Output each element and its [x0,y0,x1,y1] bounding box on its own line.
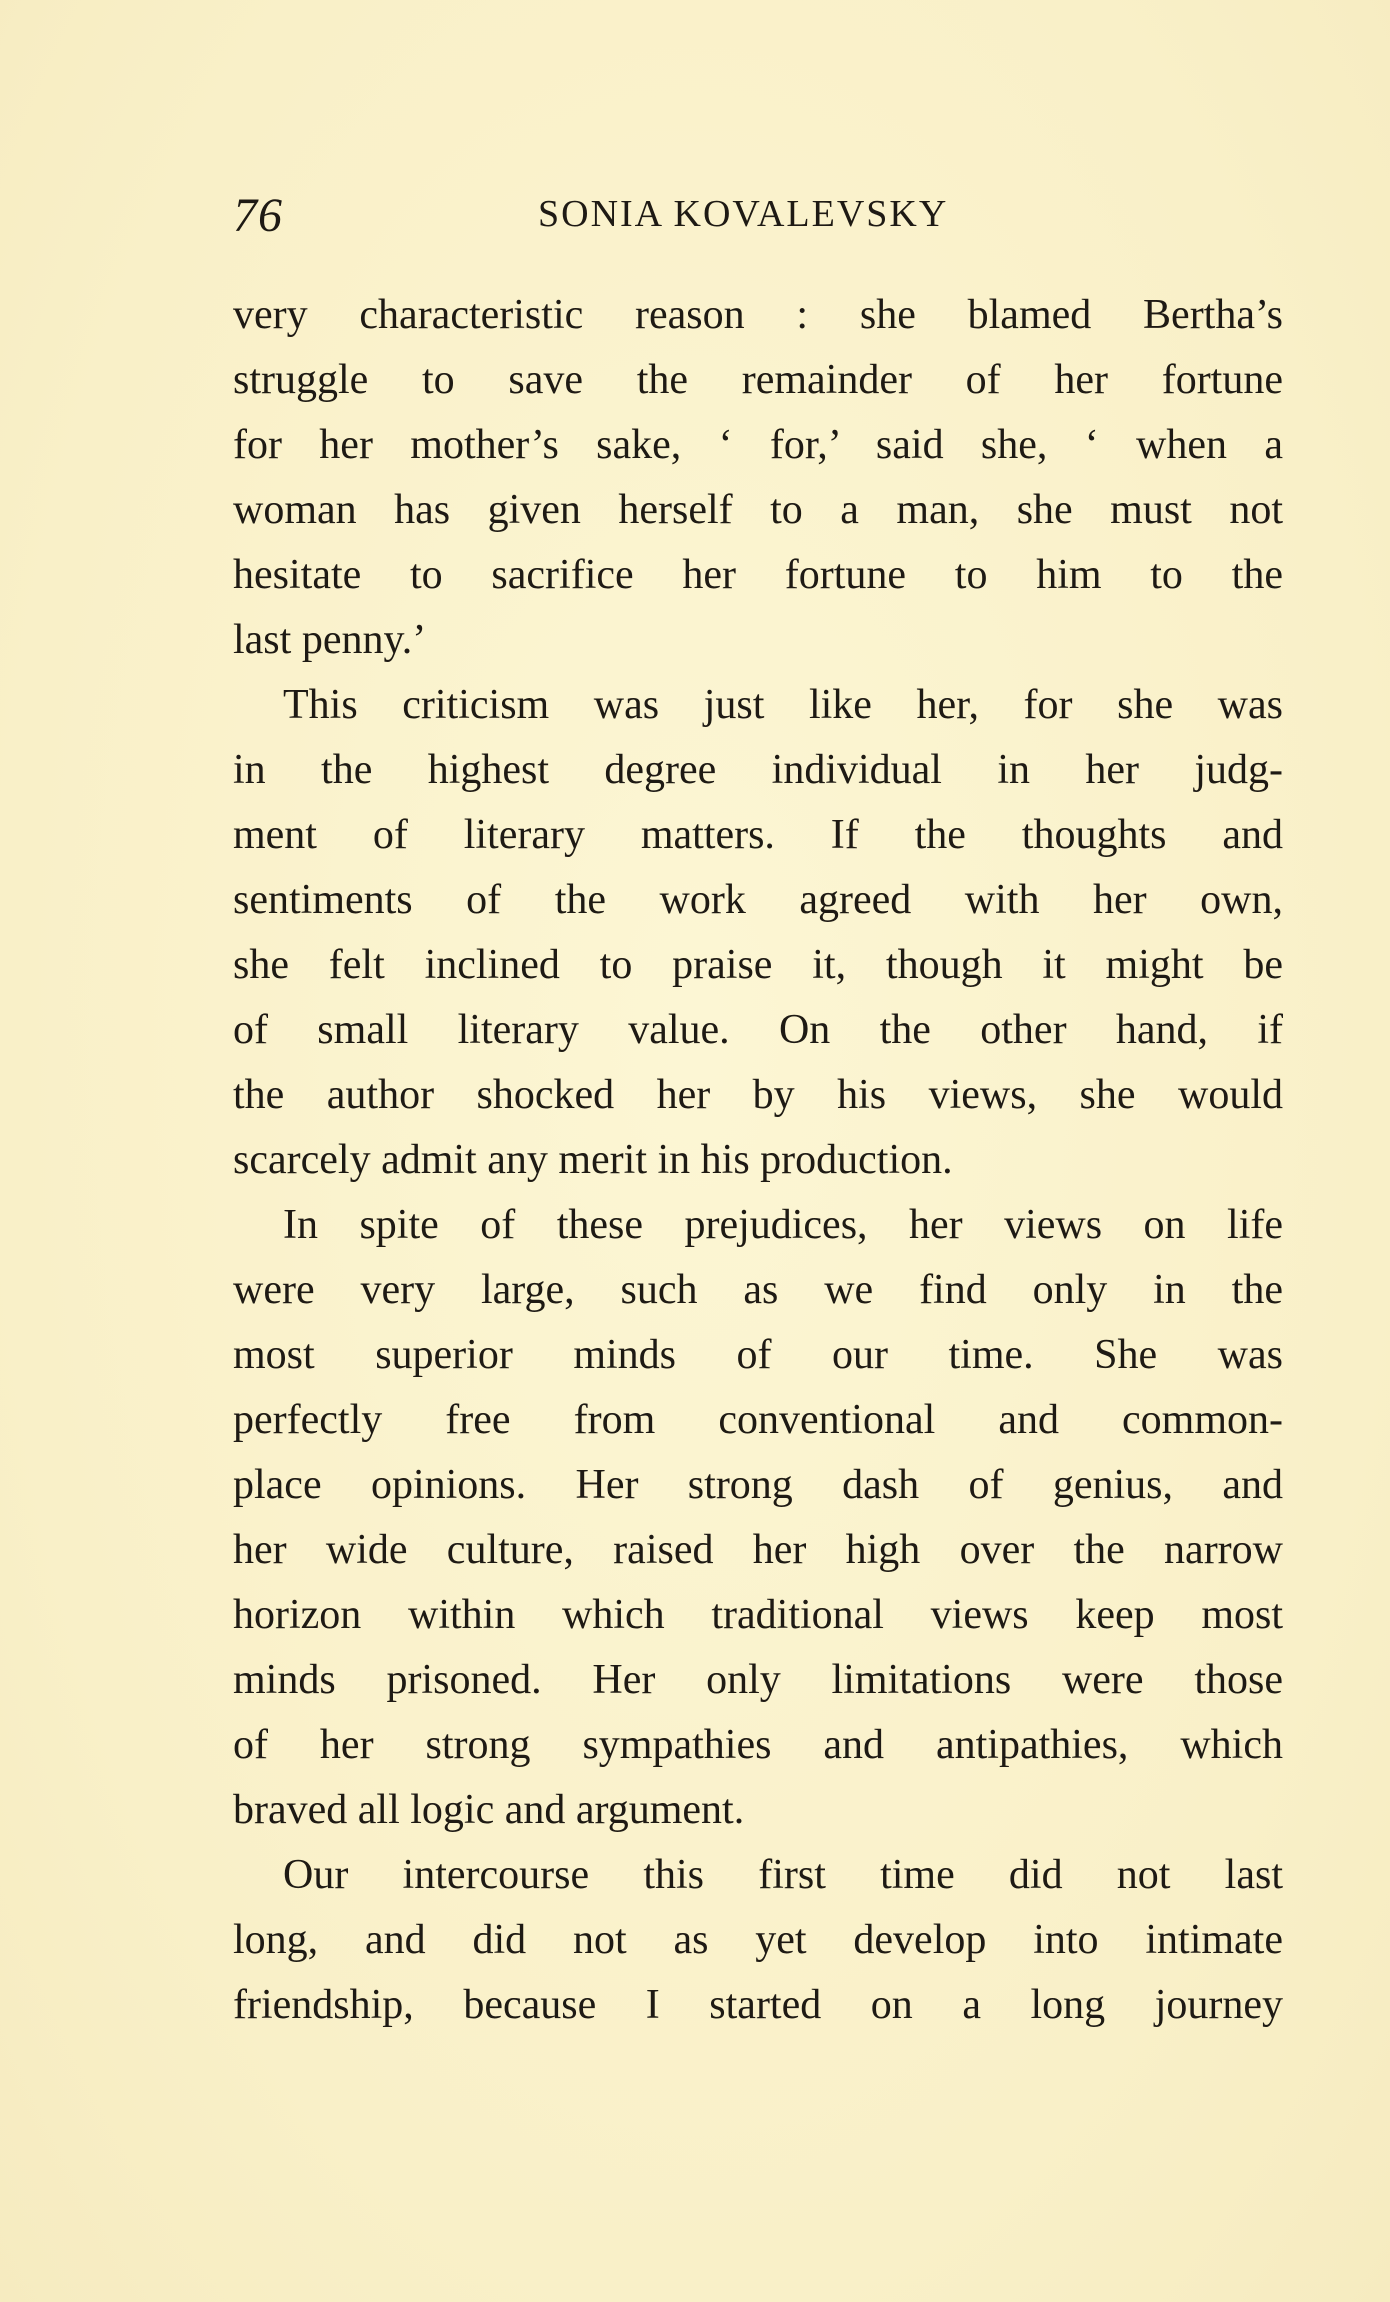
text-line: last penny.’ [233,617,427,663]
running-head [233,188,1283,248]
text-line: place opinions. Her strong dash of genius, and [233,1462,1283,1508]
text-line: the author shocked her by his views, she would [233,1072,1283,1118]
text-line: woman has given herself to a man, she must not [233,487,1283,533]
text-line: of small literary value. On the other hand, if [233,1007,1283,1053]
text-line: scarcely admit any merit in his production. [233,1137,953,1183]
text-line: for her mother’s sake, ‘ for,’ said she, ‘ when a [233,422,1283,468]
text-line: struggle to save the remainder of her fortune [233,357,1283,403]
text-line: perfectly free from conventional and common- [233,1397,1283,1443]
text-line: she felt inclined to praise it, though it might be [233,942,1283,988]
text-line: of her strong sympathies and antipathies, which [233,1722,1283,1768]
text-line: hesitate to sacrifice her fortune to him to the [233,552,1283,598]
text-line: long, and did not as yet develop into intimate [233,1917,1283,1963]
text-line: very characteristic reason : she blamed Bertha’s [233,292,1283,338]
text-line: her wide culture, raised her high over the narrow [233,1527,1283,1573]
text-line: were very large, such as we find only in the [233,1267,1283,1313]
text-line: ment of literary matters. If the thoughts and [233,812,1283,858]
text-line: horizon within which traditional views keep most [233,1592,1283,1638]
running-title: SONIA KOVALEVSKY [538,193,949,235]
text-line: minds prisoned. Her only limitations were those [233,1657,1283,1703]
text-line: Our intercourse this first time did not last [283,1852,1283,1898]
text-line: most superior minds of our time. She was [233,1332,1283,1378]
page-number: 76 [233,189,283,242]
text-line: sentiments of the work agreed with her own, [233,877,1283,923]
text-line: In spite of these prejudices, her views on life [283,1202,1283,1248]
text-line: in the highest degree individual in her judg- [233,747,1283,793]
text-line: braved all logic and argument. [233,1787,745,1833]
text-line: This criticism was just like her, for she was [283,682,1283,728]
text-line: friendship, because I started on a long journey [233,1982,1283,2028]
body-text [233,283,1283,2038]
